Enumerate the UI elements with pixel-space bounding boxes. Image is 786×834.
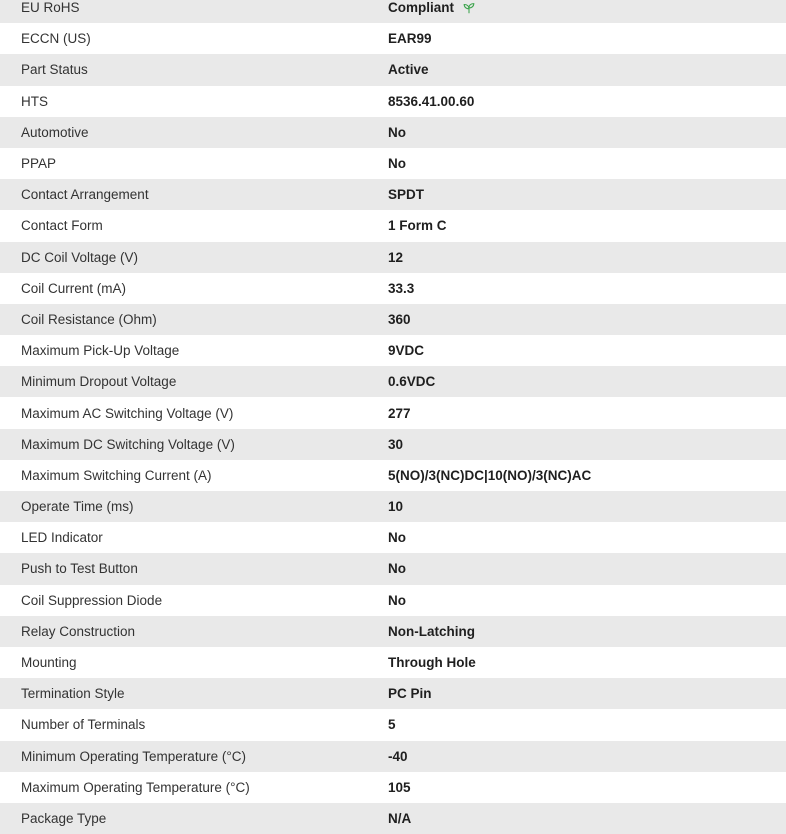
spec-label: Contact Form (21, 218, 103, 234)
spec-row-contact-arrangement (0, 179, 786, 210)
spec-value: 12 (388, 249, 404, 265)
spec-label: Maximum DC Switching Voltage (V) (21, 436, 235, 452)
spec-row-dc-coil-voltage (0, 242, 786, 273)
spec-row-coil-resistance (0, 304, 786, 335)
spec-value: No (388, 561, 406, 577)
spec-value-wrap (388, 0, 786, 15)
spec-row-eccn (0, 23, 786, 54)
spec-row-min-dropout-voltage (0, 366, 786, 397)
spec-row-max-ac-switching-voltage (0, 397, 786, 428)
spec-value: EAR99 (388, 31, 432, 47)
spec-label: Maximum Operating Temperature (°C) (21, 779, 250, 795)
spec-label: Minimum Dropout Voltage (21, 374, 177, 390)
spec-value: 33.3 (388, 280, 415, 296)
spec-label: DC Coil Voltage (V) (21, 249, 139, 265)
spec-label: Automotive (21, 124, 89, 140)
spec-label: Maximum AC Switching Voltage (V) (21, 405, 234, 421)
spec-value: 30 (388, 436, 404, 452)
spec-value: Non-Latching (388, 623, 475, 639)
spec-value: Compliant (388, 0, 454, 16)
spec-row-part-status (0, 54, 786, 85)
spec-row-max-dc-switching-voltage (0, 429, 786, 460)
spec-value: 10 (388, 499, 404, 515)
spec-row-hts (0, 86, 786, 117)
spec-label: Coil Current (mA) (21, 280, 127, 296)
leaf-icon (462, 1, 476, 15)
spec-value: No (388, 530, 406, 546)
spec-value: No (388, 124, 406, 140)
spec-row-coil-current (0, 273, 786, 304)
spec-row-min-operating-temperature (0, 741, 786, 772)
spec-row-max-operating-temperature (0, 772, 786, 803)
spec-label: Maximum Pick-Up Voltage (21, 343, 180, 359)
spec-row-contact-form (0, 210, 786, 241)
spec-value: No (388, 592, 406, 608)
spec-label: ECCN (US) (21, 31, 91, 47)
spec-row-led-indicator (0, 522, 786, 553)
spec-label: Relay Construction (21, 623, 136, 639)
spec-row-push-to-test-button (0, 553, 786, 584)
spec-label: PPAP (21, 156, 57, 172)
spec-label: EU RoHS (21, 0, 80, 16)
spec-value: -40 (388, 748, 408, 764)
spec-label: Operate Time (ms) (21, 499, 134, 515)
spec-label: Part Status (21, 62, 88, 78)
spec-label: Minimum Operating Temperature (°C) (21, 748, 246, 764)
spec-value: 105 (388, 779, 411, 795)
spec-label: Package Type (21, 810, 107, 826)
spec-row-termination-style (0, 678, 786, 709)
spec-value: PC Pin (388, 686, 432, 702)
spec-row-ppap (0, 148, 786, 179)
spec-label: Termination Style (21, 686, 125, 702)
spec-label: HTS (21, 93, 48, 109)
spec-label: Push to Test Button (21, 561, 138, 577)
spec-value: No (388, 156, 406, 172)
spec-row-number-of-terminals (0, 709, 786, 740)
spec-value: SPDT (388, 187, 425, 203)
spec-row-automotive (0, 117, 786, 148)
spec-row-max-pickup-voltage (0, 335, 786, 366)
spec-label: Maximum Switching Current (A) (21, 467, 212, 483)
spec-value: Through Hole (388, 655, 476, 671)
spec-value: 8536.41.00.60 (388, 93, 475, 109)
spec-row-package-type (0, 803, 786, 834)
spec-label: Contact Arrangement (21, 187, 149, 203)
spec-value: 5(NO)/3(NC)DC|10(NO)/3(NC)AC (388, 467, 592, 483)
spec-value: 9VDC (388, 343, 425, 359)
spec-value: Active (388, 62, 429, 78)
spec-value: 277 (388, 405, 411, 421)
spec-value: 360 (388, 311, 411, 327)
spec-label: Number of Terminals (21, 717, 146, 733)
spec-label: Mounting (21, 655, 77, 671)
spec-value: 5 (388, 717, 396, 733)
spec-label: Coil Suppression Diode (21, 592, 163, 608)
spec-row-eu-rohs (0, 0, 786, 23)
spec-label: Coil Resistance (Ohm) (21, 311, 157, 327)
spec-row-max-switching-current (0, 460, 786, 491)
spec-value: 0.6VDC (388, 374, 436, 390)
spec-label: LED Indicator (21, 530, 103, 546)
spec-value: N/A (388, 810, 412, 826)
spec-row-mounting (0, 647, 786, 678)
spec-value: 1 Form C (388, 218, 447, 234)
spec-row-operate-time (0, 491, 786, 522)
spec-row-relay-construction (0, 616, 786, 647)
spec-row-coil-suppression-diode (0, 585, 786, 616)
